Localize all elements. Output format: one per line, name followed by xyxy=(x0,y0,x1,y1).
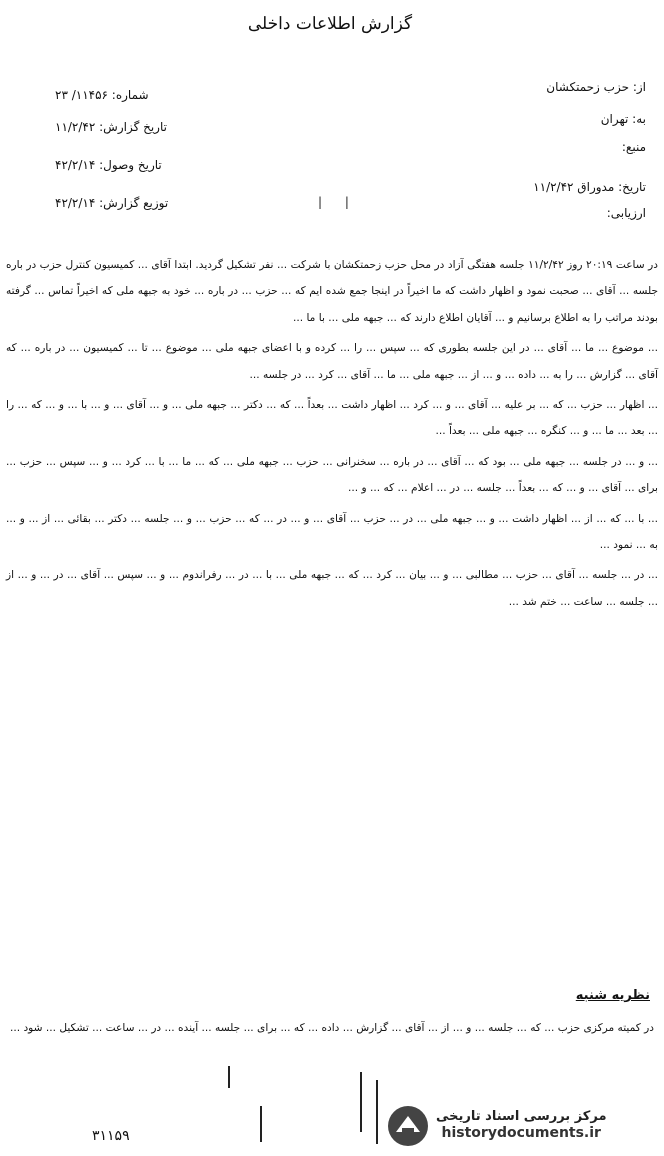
document-title: گزارش اطلاعات داخلی xyxy=(247,14,413,34)
watermark-url: historydocuments.ir xyxy=(441,1125,601,1142)
body-paragraph: ... موضوع ... ما ... آقای ... در این جلسه بطوری که ... سپس ... را ... کرده و با اعضای جبهه ملی ... موضوع ... تا ... کمیسیون ... در باره ... که آقای ... گزارش ... را به ... داده ... و ... از ... جبهه ملی ... ما ... آقای ... کرد ... در جلسه ... xyxy=(6,342,658,381)
handwritten-number: ۳۱۱۵۹ xyxy=(92,1128,130,1144)
body-paragraph: ... اظهار ... حزب ... که ... بر علیه ... آقای ... و ... کرد ... اظهار داشت ... بعداً ... که ... دکتر ... جبهه ملی ... و ... آقای ... و ... با ... و ... که ... را ... بعد ... ما ... و ... کنگره ... جبهه ملی ... بعداً ... xyxy=(6,399,658,438)
body-paragraph: ... و ... در جلسه ... جبهه ملی ... بود که ... آقای ... در باره ... سخنرانی ... حزب ... جبهه ملی ... که ... ما ... با ... کرد ... و ... سپس ... حزب ... برای ... آقای ... و ... که ... بعداً ... جلسه ... در ... اعلام ... که ... و ... xyxy=(6,455,658,495)
header-received-date: تاریخ وصول: ۴۲/۲/۱۴ xyxy=(55,158,162,172)
header-number: شماره: ۱۱۴۵۶/ ۲۳ xyxy=(55,88,149,102)
header-report-date: تاریخ گزارش: ۱۱/۲/۴۲ xyxy=(55,120,167,134)
header-evaluation: ارزیابی: xyxy=(606,206,646,220)
body-paragraph: ... با ... که ... از ... اظهار داشت ... و ... جبهه ملی ... در ... حزب ... آقای ... و ... در ... که ... حزب ... و ... جلسه ... دکتر ... بقائی ... از ... و ... به ... نمود ... xyxy=(6,512,658,552)
watermark xyxy=(386,1102,656,1150)
closing-remark: نظریه شنبه xyxy=(575,988,650,1003)
body-paragraph: در ساعت ۲۰:۱۹ روز ۱۱/۲/۴۲ جلسه هفتگی آزاد در محل حزب زحمتکشان با شرکت ... نفر تشکیل گردید. ابتدا آقای ... کمیسیون کنترل حزب در باره جلسه ... آقای ... صحبت نمود و اظهار داشت که ما اخیراً در اینجا جمع شده ایم که ... حزب ... در باره ... خود به جبهه ملی که اخیراً تماس ... گرفته بودند مراتب را به اطلاع برسانیم و ... آقایان اطلاع دارند که ... جبهه ملی ... با ما ... xyxy=(6,259,658,324)
header-from: از: حزب زحمتکشان xyxy=(546,80,646,94)
header-to: به: تهران xyxy=(600,112,646,126)
header-source: منبع: xyxy=(621,140,646,154)
watermark-text xyxy=(436,1110,607,1141)
archive-logo-icon xyxy=(386,1104,430,1148)
watermark-title: مرکز بررسی اسناد تاریخی xyxy=(436,1109,607,1125)
body-paragraph: ... در ... جلسه ... آقای ... حزب ... مطالبی ... و ... بیان ... کرد ... که ... جبهه ملی ... با ... در ... رفراندوم ... و ... سپس ... آقای ... در ... و ... از ... جلسه ... ساعت ... ختم شد ... xyxy=(6,569,658,608)
header-mark: | ‌ | xyxy=(318,195,349,209)
header-date: تاریخ: مدوراق ۱۱/۲/۴۲ xyxy=(533,180,646,194)
footer-note: در کمیته مرکزی حزب ... که ... جلسه ... و ... از ... آقای ... گزارش ... داده ... که ... برای ... جلسه ... آینده ... در ... ساعت ... تشکیل ... شود ... xyxy=(9,1022,654,1034)
document-body xyxy=(6,252,658,615)
header-distribution: توزیع گزارش: ۴۲/۲/۱۴ xyxy=(55,196,169,210)
